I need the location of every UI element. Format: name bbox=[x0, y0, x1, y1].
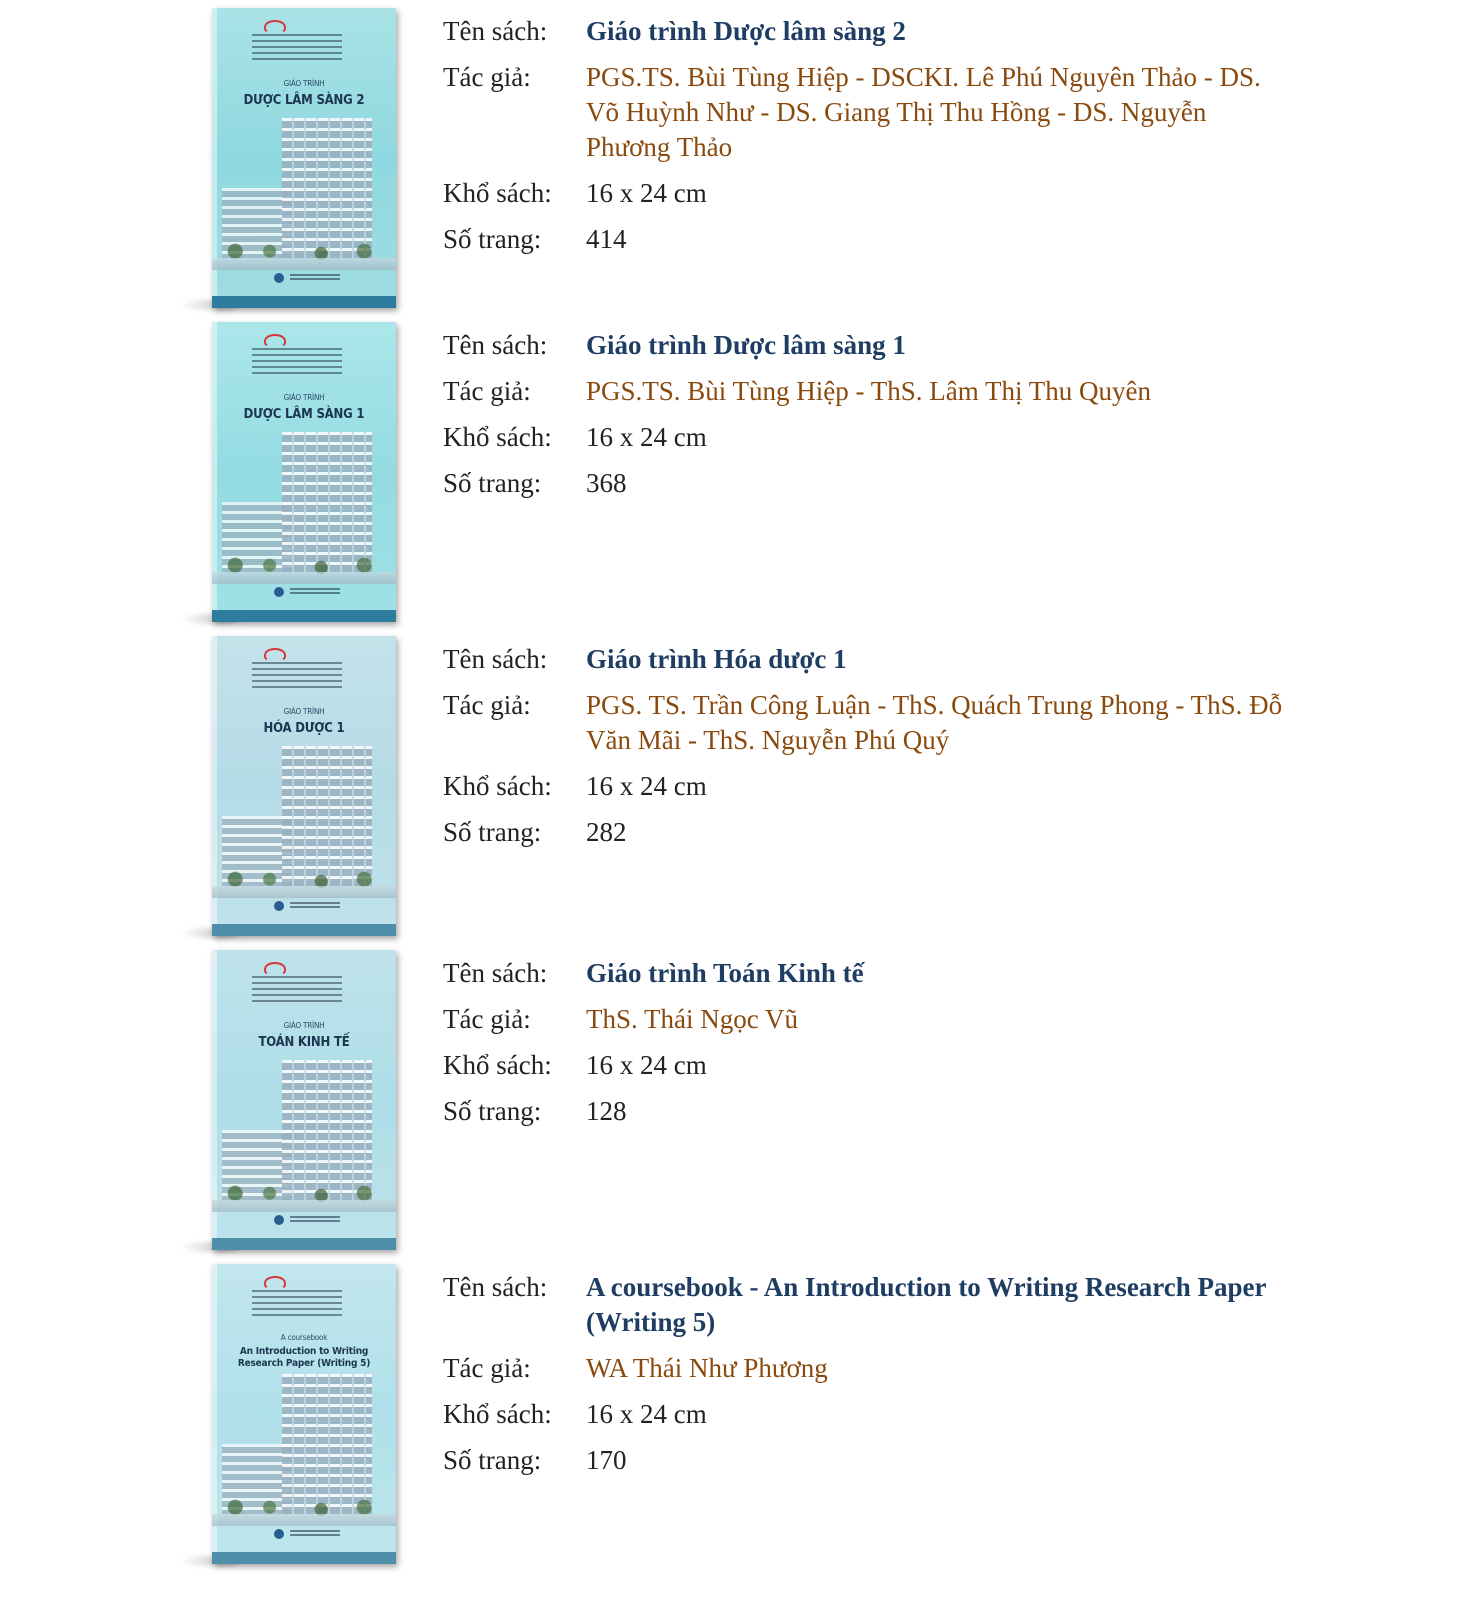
cover-title bbox=[226, 76, 382, 108]
author-row bbox=[443, 1351, 1283, 1386]
building-image bbox=[282, 432, 372, 572]
book-info bbox=[443, 328, 1283, 512]
book-size: 16 x 24 cm bbox=[586, 1399, 707, 1429]
pages-row bbox=[443, 1443, 1283, 1478]
trees-image bbox=[218, 1494, 390, 1516]
publisher-logo-icon bbox=[274, 901, 284, 911]
trees-image bbox=[218, 552, 390, 574]
university-logo-icon bbox=[264, 962, 286, 976]
book-size: 16 x 24 cm bbox=[586, 422, 707, 452]
cover-subtitle: GIÁO TRÌNH bbox=[283, 1021, 325, 1030]
cover-band bbox=[212, 1238, 396, 1250]
pages-label: Số trang: bbox=[443, 1096, 542, 1126]
author-label: Tác giả: bbox=[443, 376, 531, 406]
book-size: 16 x 24 cm bbox=[586, 771, 707, 801]
publisher-logo-icon bbox=[274, 587, 284, 597]
pages-label: Số trang: bbox=[443, 817, 542, 847]
cover-subtitle: GIÁO TRÌNH bbox=[283, 79, 325, 88]
book-item bbox=[0, 1264, 1482, 1574]
cover-title-text: DƯỢC LÂM SÀNG 2 bbox=[243, 93, 365, 108]
title-row bbox=[443, 328, 1283, 363]
book-author: PGS.TS. Bùi Tùng Hiệp - DSCKI. Lê Phú Nguyên Thảo - DS. Võ Huỳnh Như - DS. Giang Thị Thu Hồng - DS. Nguyễn Phương Thảo bbox=[586, 62, 1261, 162]
book-cover[interactable] bbox=[180, 636, 400, 944]
author-label: Tác giả: bbox=[443, 62, 531, 92]
size-row bbox=[443, 769, 1283, 804]
book-title[interactable]: Giáo trình Dược lâm sàng 1 bbox=[586, 330, 906, 360]
author-label: Tác giả: bbox=[443, 1004, 531, 1034]
book-pages: 170 bbox=[586, 1445, 627, 1475]
publisher-lines bbox=[290, 588, 340, 596]
book-pages: 128 bbox=[586, 1096, 627, 1126]
book-title[interactable]: A coursebook - An Introduction to Writing Research Paper (Writing 5) bbox=[586, 1272, 1267, 1337]
pages-row bbox=[443, 815, 1283, 850]
book-author: ThS. Thái Ngọc Vũ bbox=[586, 1004, 798, 1034]
book-pages: 368 bbox=[586, 468, 627, 498]
road-image bbox=[212, 1514, 396, 1526]
size-row bbox=[443, 176, 1283, 211]
author-row bbox=[443, 688, 1283, 758]
pages-label: Số trang: bbox=[443, 1445, 542, 1475]
book-item bbox=[0, 322, 1482, 632]
size-label: Khổ sách: bbox=[443, 1050, 552, 1080]
cover-header-lines bbox=[252, 1290, 342, 1316]
cover-band bbox=[212, 296, 396, 308]
title-row bbox=[443, 956, 1283, 991]
title-label: Tên sách: bbox=[443, 958, 548, 988]
cover-title bbox=[226, 390, 382, 422]
cover-header-lines bbox=[252, 976, 342, 1002]
title-label: Tên sách: bbox=[443, 1272, 548, 1302]
publisher-logo-icon bbox=[274, 1215, 284, 1225]
book-item bbox=[0, 950, 1482, 1260]
size-label: Khổ sách: bbox=[443, 178, 552, 208]
cover-image bbox=[212, 1264, 396, 1564]
author-label: Tác giả: bbox=[443, 690, 531, 720]
cover-band bbox=[212, 924, 396, 936]
publisher-lines bbox=[290, 1530, 340, 1538]
author-row bbox=[443, 60, 1283, 165]
book-info bbox=[443, 1270, 1283, 1489]
book-author: WA Thái Như Phương bbox=[586, 1353, 828, 1383]
book-info bbox=[443, 14, 1283, 268]
cover-subtitle: A coursebook bbox=[280, 1333, 328, 1342]
trees-image bbox=[218, 238, 390, 260]
pages-label: Số trang: bbox=[443, 224, 542, 254]
cover-band bbox=[212, 1552, 396, 1564]
cover-band bbox=[212, 610, 396, 622]
building-image bbox=[282, 1060, 372, 1200]
cover-subtitle: GIÁO TRÌNH bbox=[283, 393, 325, 402]
pages-label: Số trang: bbox=[443, 468, 542, 498]
publisher-lines bbox=[290, 902, 340, 910]
book-title[interactable]: Giáo trình Toán Kinh tế bbox=[586, 958, 864, 988]
size-row bbox=[443, 420, 1283, 455]
book-cover[interactable] bbox=[180, 950, 400, 1258]
book-cover[interactable] bbox=[180, 322, 400, 630]
book-title[interactable]: Giáo trình Hóa dược 1 bbox=[586, 644, 847, 674]
book-size: 16 x 24 cm bbox=[586, 178, 707, 208]
title-row bbox=[443, 1270, 1283, 1340]
road-image bbox=[212, 1200, 396, 1212]
book-item bbox=[0, 636, 1482, 946]
book-cover[interactable] bbox=[180, 8, 400, 316]
cover-subtitle: GIÁO TRÌNH bbox=[283, 707, 325, 716]
cover-image bbox=[212, 950, 396, 1250]
trees-image bbox=[218, 866, 390, 888]
author-row bbox=[443, 374, 1283, 409]
title-label: Tên sách: bbox=[443, 16, 548, 46]
cover-image bbox=[212, 8, 396, 308]
road-image bbox=[212, 886, 396, 898]
size-row bbox=[443, 1397, 1283, 1432]
cover-title-text: An Introduction to Writing Research Paper (Writing 5) bbox=[237, 1346, 371, 1369]
publisher-logo-icon bbox=[274, 1529, 284, 1539]
size-label: Khổ sách: bbox=[443, 422, 552, 452]
cover-header-lines bbox=[252, 34, 342, 60]
pages-row bbox=[443, 1094, 1283, 1129]
cover-title bbox=[226, 704, 382, 736]
cover-title bbox=[226, 1332, 382, 1370]
book-info bbox=[443, 956, 1283, 1140]
pages-row bbox=[443, 222, 1283, 257]
trees-image bbox=[218, 1180, 390, 1202]
cover-title-text: HÓA DƯỢC 1 bbox=[263, 721, 345, 736]
university-logo-icon bbox=[264, 334, 286, 348]
size-row bbox=[443, 1048, 1283, 1083]
cover-title-text: DƯỢC LÂM SÀNG 1 bbox=[243, 407, 365, 422]
university-logo-icon bbox=[264, 1276, 286, 1290]
book-title[interactable]: Giáo trình Dược lâm sàng 2 bbox=[586, 16, 906, 46]
pages-row bbox=[443, 466, 1283, 501]
size-label: Khổ sách: bbox=[443, 1399, 552, 1429]
cover-image bbox=[212, 322, 396, 622]
book-author: PGS.TS. Bùi Tùng Hiệp - ThS. Lâm Thị Thu Quyên bbox=[586, 376, 1152, 406]
author-label: Tác giả: bbox=[443, 1353, 531, 1383]
building-image bbox=[282, 1374, 372, 1514]
road-image bbox=[212, 572, 396, 584]
title-label: Tên sách: bbox=[443, 330, 548, 360]
title-row bbox=[443, 642, 1283, 677]
book-author: PGS. TS. Trần Công Luận - ThS. Quách Trung Phong - ThS. Đỗ Văn Mãi - ThS. Nguyễn Phú Quý bbox=[586, 690, 1283, 755]
cover-header-lines bbox=[252, 662, 342, 688]
building-image bbox=[282, 746, 372, 886]
book-cover[interactable] bbox=[180, 1264, 400, 1572]
book-size: 16 x 24 cm bbox=[586, 1050, 707, 1080]
cover-title-text: TOÁN KINH TẾ bbox=[258, 1035, 350, 1050]
university-logo-icon bbox=[264, 648, 286, 662]
title-row bbox=[443, 14, 1283, 49]
building-image bbox=[282, 118, 372, 258]
author-row bbox=[443, 1002, 1283, 1037]
cover-header-lines bbox=[252, 348, 342, 374]
road-image bbox=[212, 258, 396, 270]
size-label: Khổ sách: bbox=[443, 771, 552, 801]
book-info bbox=[443, 642, 1283, 861]
book-item bbox=[0, 8, 1482, 318]
publisher-lines bbox=[290, 274, 340, 282]
publisher-lines bbox=[290, 1216, 340, 1224]
cover-image bbox=[212, 636, 396, 936]
cover-title bbox=[226, 1018, 382, 1050]
publisher-logo-icon bbox=[274, 273, 284, 283]
book-pages: 414 bbox=[586, 224, 627, 254]
book-pages: 282 bbox=[586, 817, 627, 847]
title-label: Tên sách: bbox=[443, 644, 548, 674]
university-logo-icon bbox=[264, 20, 286, 34]
